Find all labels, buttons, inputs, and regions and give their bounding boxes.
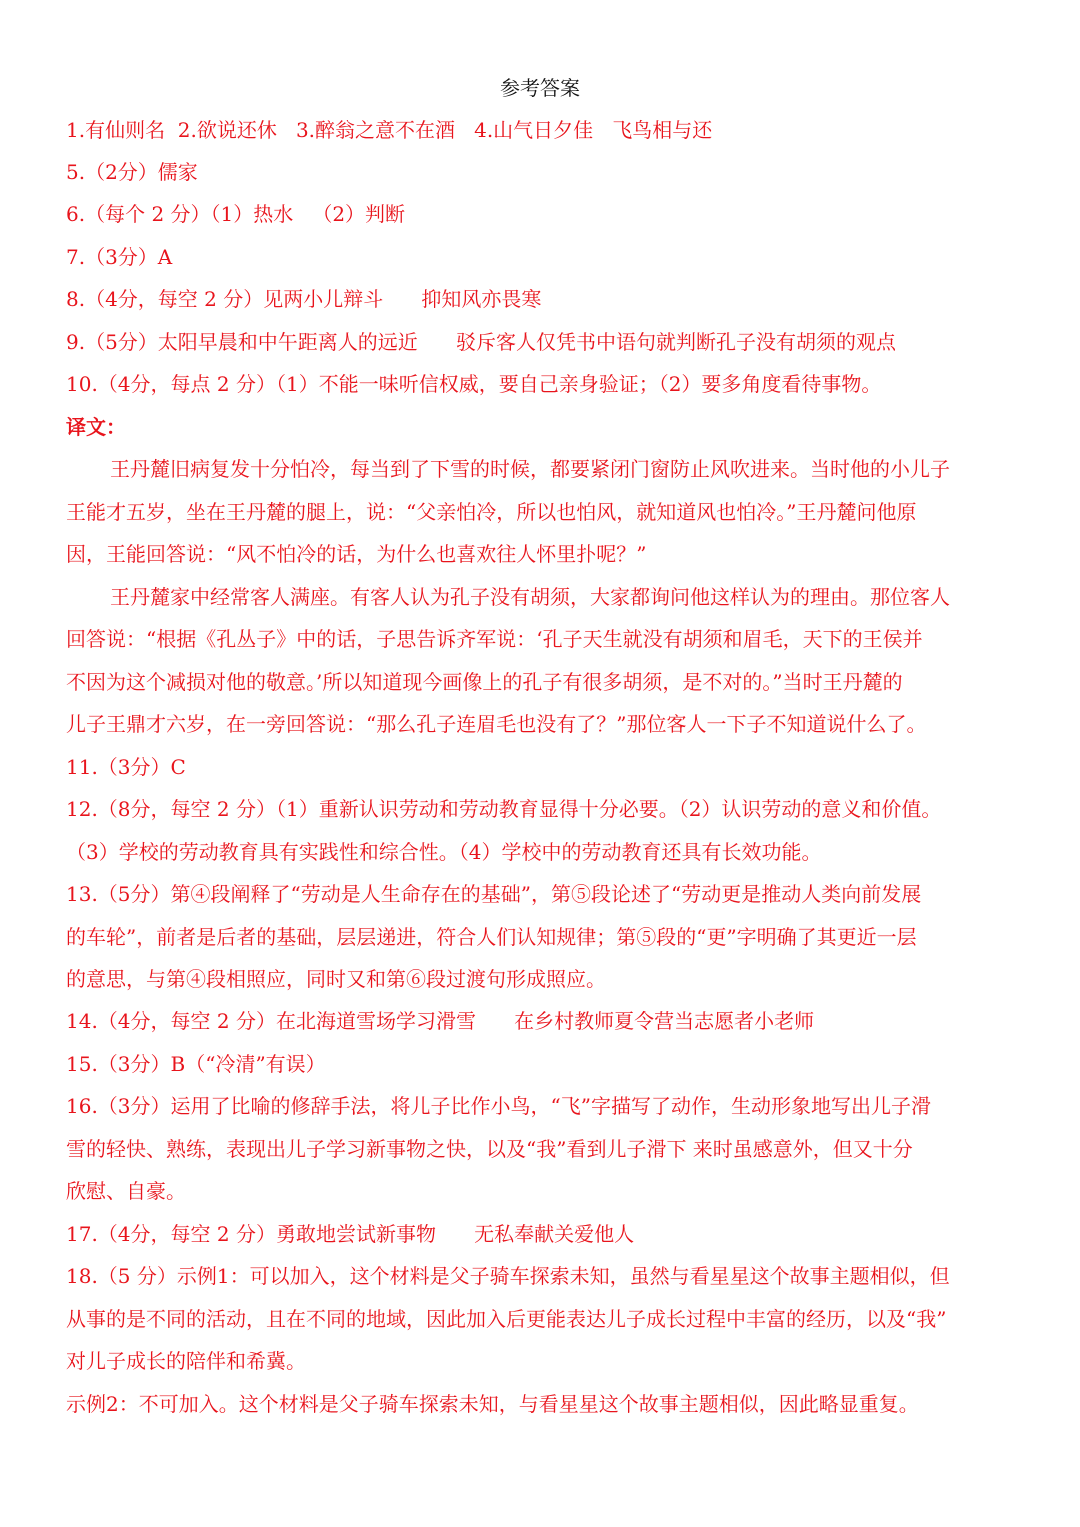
answer-12: （3）学校的劳动教育具有实践性和综合性。（4）学校中的劳动教育还具有长效功能。 — [66, 840, 822, 864]
answer-11: 11.（3分）C — [66, 755, 186, 779]
answer-13: 的意思，与第④段相照应，同时又和第⑥段过渡句形成照应。 — [66, 967, 606, 991]
answer-8: 8.（4分，每空 2 分）见两小儿辩斗 抑知风亦畏寒 — [66, 287, 542, 311]
translation-paragraph-2: 不因为这个减损对他的敬意。’所以知道现今画像上的孔子有很多胡须，是不对的。”当时王丹麓的 — [66, 670, 903, 694]
answer-1-4: 1.有仙则名 2.欲说还休 3.醉翁之意不在酒 4.山气日夕佳 飞鸟相与还 — [66, 118, 713, 142]
translation-paragraph-2: 儿子王鼎才六岁，在一旁回答说：“那么孔子连眉毛也没有了？”那位客人一下子不知道说什么了。 — [66, 712, 927, 736]
answer-13: 的车轮”，前者是后者的基础，层层递进，符合人们认知规律；第⑤段的“更”字明确了其更近一层 — [66, 925, 917, 949]
answer-17: 17.（4分，每空 2 分）勇敢地尝试新事物 无私奉献关爱他人 — [66, 1222, 635, 1246]
answer-5: 5.（2分）儒家 — [66, 160, 198, 184]
answer-16: 雪的轻快、熟练，表现出儿子学习新事物之快，以及“我”看到儿子滑下 来时虽感意外，但又十分 — [66, 1137, 913, 1161]
translation-paragraph-1: 王丹麓旧病复发十分怕冷，每当到了下雪的时候，都要紧闭门窗防止风吹进来。当时他的小儿子 — [110, 457, 950, 481]
translation-paragraph-2: 王丹麓家中经常客人满座。有客人认为孔子没有胡须，大家都询问他这样认为的理由。那位客人 — [110, 585, 950, 609]
answer-18: 对儿子成长的陪伴和希冀。 — [66, 1349, 306, 1373]
translation-heading: 译文： — [66, 415, 126, 439]
answer-12: 12.（8分，每空 2 分）（1）重新认识劳动和劳动教育显得十分必要。（2）认识劳动的意义和价值。 — [66, 797, 942, 821]
answer-15: 15.（3分）B（“冷清”有误） — [66, 1052, 326, 1076]
answer-16: 欣慰、自豪。 — [66, 1179, 186, 1203]
answer-18: 18.（5 分）示例1：可以加入，这个材料是父子骑车探索未知，虽然与看星星这个故事主题相似，但 — [66, 1264, 950, 1288]
answer-18: 从事的是不同的活动，且在不同的地域，因此加入后更能表达儿子成长过程中丰富的经历，以及“我” — [66, 1307, 947, 1331]
translation-paragraph-2: 回答说：“根据《孔丛子》中的话，子思告诉齐军说：‘孔子天生就没有胡须和眉毛，天下的王侯并 — [66, 627, 923, 651]
answer-14: 14.（4分，每空 2 分）在北海道雪场学习滑雪 在乡村教师夏令营当志愿者小老师 — [66, 1009, 815, 1033]
answer-9: 9.（5分）太阳早晨和中午距离人的远近 驳斥客人仅凭书中语句就判断孔子没有胡须的观点 — [66, 330, 896, 354]
answer-13: 13.（5分）第④段阐释了“劳动是人生命存在的基础”，第⑤段论述了“劳动更是推动人类向前发展 — [66, 882, 922, 906]
answer-16: 16.（3分）运用了比喻的修辞手法，将儿子比作小鸟，“飞”字描写了动作，生动形象地写出儿子滑 — [66, 1094, 931, 1118]
translation-paragraph-1: 因，王能回答说：“风不怕冷的话，为什么也喜欢往人怀里扑呢？” — [66, 542, 647, 566]
answer-18-example-2: 示例2：不可加入。这个材料是父子骑车探索未知，与看星星这个故事主题相似，因此略显重复。 — [66, 1392, 919, 1416]
answer-7: 7.（3分）A — [66, 245, 173, 269]
page-title: 参考答案 — [500, 76, 580, 100]
answer-6: 6.（每个 2 分）（1）热水 （2）判断 — [66, 202, 406, 226]
translation-paragraph-1: 王能才五岁，坐在王丹麓的腿上，说：“父亲怕冷，所以也怕风，就知道风也怕冷。”王丹麓问他原 — [66, 500, 917, 524]
answer-10: 10.（4分，每点 2 分）（1）不能一味听信权威，要自己亲身验证；（2）要多角度看待事物。 — [66, 372, 882, 396]
